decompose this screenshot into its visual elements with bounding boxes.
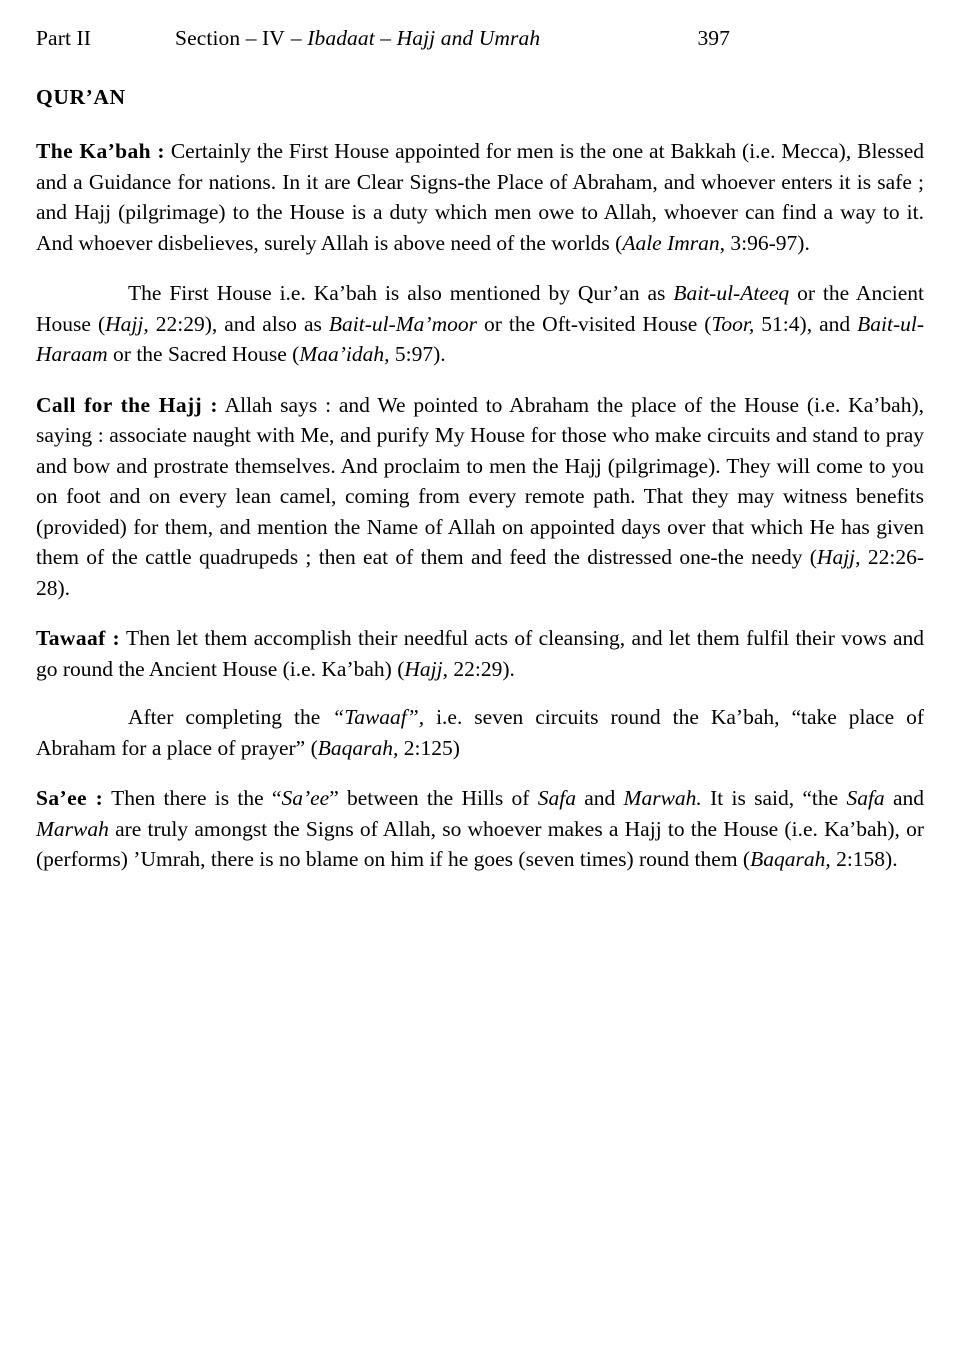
- paragraph-kabah-lead: The Ka’bah :: [36, 139, 165, 163]
- saee-italic-6: Baqarah,: [750, 847, 831, 872]
- paragraph-call-lead: Call for the Hajj :: [36, 392, 218, 417]
- after-tawaaf-italic-2: Baqarah,: [317, 735, 399, 760]
- first-house-text-5: 51:4), and: [754, 311, 858, 336]
- saee-italic-2: Safa: [537, 786, 576, 811]
- paragraph-call-tail: 22:26-28).: [36, 545, 924, 600]
- first-house-text-4: or the Oft-visited House (: [476, 311, 712, 336]
- saee-text-3: and: [575, 786, 624, 811]
- paragraph-call-reference: Hajj,: [816, 545, 861, 570]
- first-house-text-2: or the Ancient House (: [36, 281, 924, 336]
- paragraph-kabah: [34, 136, 926, 258]
- saee-text-2: ” between the Hills of: [329, 786, 538, 811]
- first-house-italic-3: Bait-ul-Ma’moor: [328, 311, 477, 336]
- saee-italic-4: Safa: [846, 786, 885, 811]
- paragraph-tawaaf-lead: Tawaaf :: [36, 626, 121, 651]
- first-house-text-7: 5:97).: [389, 342, 446, 367]
- saee-text-5: and: [884, 786, 925, 811]
- first-house-italic-1: Bait-ul-Ateeq: [673, 281, 790, 306]
- saee-italic-1: Sa’ee: [281, 786, 330, 811]
- page-title: QUR’AN: [36, 85, 126, 109]
- running-head: [34, 26, 926, 51]
- saee-text-4: It is said, “the: [701, 786, 847, 811]
- paragraph-tawaaf-text: Then let them accomplish their needful acts of cleansing, and let them fulfil their vows and go round the Ancient House (i.e. Ka’bah) (: [36, 626, 924, 681]
- paragraph-tawaaf-reference: Hajj,: [404, 656, 448, 681]
- saee-text-7: 2:158).: [830, 847, 898, 872]
- first-house-text-1: The First House i.e. Ka’bah is also mentioned by Qur’an as: [128, 281, 674, 306]
- paragraph-tawaaf-tail: 22:29).: [448, 656, 515, 681]
- paragraph-saee-lead: Sa’ee :: [36, 786, 104, 811]
- after-tawaaf-italic-1: “Tawaaf”,: [332, 705, 425, 730]
- paragraph-tawaaf: [34, 623, 926, 684]
- paragraph-kabah-tail: , 3:96-97).: [719, 230, 810, 255]
- running-head-section: Section – IV: [175, 26, 285, 50]
- first-house-text-3: 22:29), and also as: [148, 311, 329, 336]
- saee-text-6: are truly amongst the Signs of Allah, so whoever makes a Hajj to the House (i.e. Ka’bah), or (performs) ’Umrah, there is no blame on him if he goes (seven times) round them (: [36, 816, 924, 872]
- paragraph-call-text: Allah says : and We pointed to Abraham the place of the House (i.e. Ka’bah), saying : associate naught with Me, and purify My House for those who make circuits and stand to pray and bow and prostrate themselves. And proclaim to men the Hajj (pilgrimage). They will come to you on foot and on every lean camel, coming from every remote path. That they may witness benefits (provided) for them, and mention the Name of Allah on appointed days over that which He has given them of the cattle quadrupeds ; then eat of them and feed the distressed one-the needy (: [36, 392, 924, 570]
- paragraph-call-for-hajj: [34, 390, 926, 604]
- page-number: 397: [697, 26, 730, 50]
- running-head-section-title: – Ibadaat – Hajj and Umrah: [290, 26, 541, 50]
- paragraph-kabah-text: Certainly the First House appointed for men is the one at Bakkah (i.e. Mecca), Blessed and a Guidance for nations. In it are Clear Signs-the Place of Abraham, and whoever enters it is safe ; and Hajj (pilgrimage) to the House is a duty which men owe to Allah, whoever can find a way to it. And whoever disbelieves, surely Allah is above need of the worlds (: [36, 139, 924, 255]
- first-house-text-6: or the Sacred House (: [107, 342, 300, 367]
- first-house-italic-6: Maa’idah,: [299, 342, 390, 367]
- first-house-italic-2: Hajj,: [105, 311, 149, 336]
- paragraph-saee: [34, 783, 926, 875]
- saee-italic-3: Marwah.: [623, 786, 702, 811]
- after-tawaaf-text-3: 2:125): [398, 735, 460, 760]
- after-tawaaf-text-2: i.e. seven circuits round the Ka’bah, “take place of Abraham for a place of prayer” (: [36, 705, 925, 760]
- saee-italic-5: Marwah: [36, 816, 109, 841]
- first-house-italic-4: Toor,: [711, 311, 755, 336]
- paragraph-after-tawaaf: [34, 702, 926, 763]
- first-house-italic-5: Bait-ul-Haraam: [36, 311, 925, 367]
- paragraph-kabah-reference: Aale Imran: [622, 230, 720, 255]
- running-head-part: Part II: [36, 26, 92, 50]
- paragraph-first-house: [34, 278, 926, 370]
- after-tawaaf-text-1: After completing the: [128, 705, 333, 730]
- saee-text-1: Then there is the “: [103, 786, 282, 811]
